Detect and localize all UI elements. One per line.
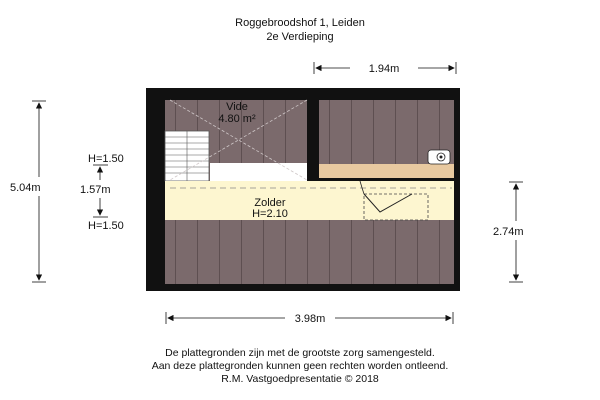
shelf-edge xyxy=(319,178,454,181)
shelf xyxy=(319,164,454,178)
address-title: Roggebroodshof 1, Leiden xyxy=(235,17,365,29)
vide-area-label: 4.80 m² xyxy=(218,113,256,125)
disclaimer-line-1: De plattegronden zijn met de grootste zorg samengesteld. xyxy=(165,347,435,359)
bottom-floor xyxy=(165,220,454,284)
disclaimer-line-2: Aan deze plattegronden kunnen geen rechten worden ontleend. xyxy=(151,360,449,372)
dim-bottom-width-label: 3.98m xyxy=(294,313,326,325)
vide-white-area xyxy=(210,163,307,182)
vide-label: Vide xyxy=(226,101,248,113)
zolder-floor xyxy=(165,181,454,220)
interior-wall xyxy=(307,100,319,180)
floor-title: 2e Verdieping xyxy=(266,31,334,43)
stair xyxy=(165,131,209,181)
boiler-icon xyxy=(428,150,450,164)
dim-stair-gap-label: 1.57m xyxy=(80,184,111,196)
dim-top-width-label: 1.94m xyxy=(368,63,400,75)
dim-total-height-label: 5.04m xyxy=(10,182,41,194)
copyright-line: R.M. Vastgoedpresentatie © 2018 xyxy=(221,373,379,385)
zolder-label: Zolder xyxy=(254,197,286,209)
zolder-height-label: H=2.10 xyxy=(252,208,288,220)
dim-stair-top-label: H=1.50 xyxy=(88,153,124,165)
dim-stair-bottom-label: H=1.50 xyxy=(88,220,124,232)
dim-right-height-label: 2.74m xyxy=(493,226,524,238)
